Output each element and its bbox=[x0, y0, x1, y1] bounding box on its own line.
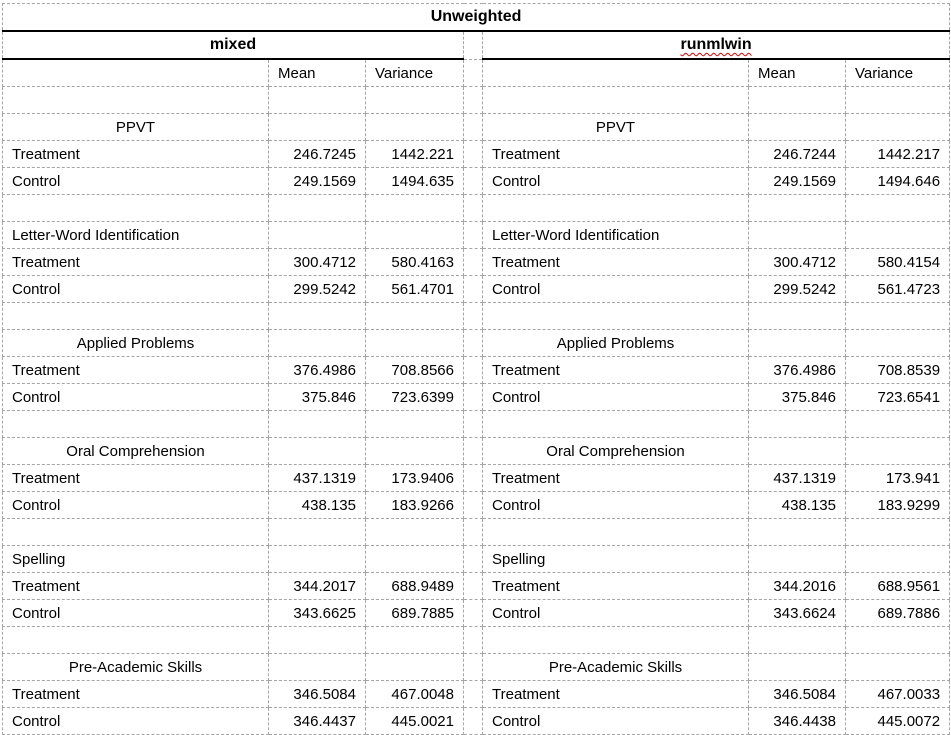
spacer-cell bbox=[464, 546, 483, 573]
empty-cell bbox=[269, 438, 366, 465]
table-row bbox=[3, 600, 950, 627]
empty-cell bbox=[846, 330, 950, 357]
empty-cell bbox=[749, 627, 846, 654]
empty-cell bbox=[269, 519, 366, 546]
empty-cell bbox=[366, 303, 464, 330]
empty-cell bbox=[749, 546, 846, 573]
empty-cell bbox=[366, 438, 464, 465]
empty-cell bbox=[846, 438, 950, 465]
misspelled-word: runmlwin bbox=[680, 36, 752, 53]
empty-cell bbox=[3, 303, 269, 330]
row-label: Treatment bbox=[483, 465, 749, 492]
empty-cell bbox=[749, 330, 846, 357]
empty-cell bbox=[269, 627, 366, 654]
spacer-cell bbox=[464, 357, 483, 384]
spacer-cell bbox=[464, 303, 483, 330]
variance-value: 1442.221 bbox=[366, 141, 464, 168]
mean-value: 346.5084 bbox=[269, 681, 366, 708]
variance-value: 173.9406 bbox=[366, 465, 464, 492]
empty-cell bbox=[483, 59, 749, 87]
empty-cell bbox=[749, 411, 846, 438]
spacer-cell bbox=[464, 249, 483, 276]
mean-value: 299.5242 bbox=[749, 276, 846, 303]
spacer-cell bbox=[464, 438, 483, 465]
variance-value: 580.4163 bbox=[366, 249, 464, 276]
empty-cell bbox=[846, 546, 950, 573]
empty-cell bbox=[366, 411, 464, 438]
empty-cell bbox=[846, 627, 950, 654]
spacer-cell bbox=[464, 573, 483, 600]
empty-cell bbox=[366, 222, 464, 249]
mean-value: 376.4986 bbox=[269, 357, 366, 384]
empty-cell bbox=[366, 87, 464, 114]
section-title: PPVT bbox=[3, 114, 269, 141]
empty-cell bbox=[846, 411, 950, 438]
empty-cell bbox=[366, 114, 464, 141]
variance-value: 723.6399 bbox=[366, 384, 464, 411]
mean-value: 346.5084 bbox=[749, 681, 846, 708]
section-title: Letter-Word Identification bbox=[3, 222, 269, 249]
table-row bbox=[3, 168, 950, 195]
variance-value: 723.6541 bbox=[846, 384, 950, 411]
variance-value: 689.7885 bbox=[366, 600, 464, 627]
table-row bbox=[3, 708, 950, 735]
empty-cell bbox=[749, 303, 846, 330]
variance-value: 467.0048 bbox=[366, 681, 464, 708]
empty-cell bbox=[749, 195, 846, 222]
spacer-cell bbox=[464, 222, 483, 249]
mean-value: 344.2017 bbox=[269, 573, 366, 600]
row-label: Control bbox=[483, 708, 749, 735]
table-row bbox=[3, 303, 950, 330]
section-title: Applied Problems bbox=[3, 330, 269, 357]
mean-value: 438.135 bbox=[749, 492, 846, 519]
empty-cell bbox=[483, 195, 749, 222]
row-label: Treatment bbox=[3, 573, 269, 600]
spacer-cell bbox=[464, 708, 483, 735]
mean-value: 343.6625 bbox=[269, 600, 366, 627]
empty-cell bbox=[749, 222, 846, 249]
spacer-cell bbox=[464, 492, 483, 519]
row-label: Control bbox=[3, 492, 269, 519]
mean-value: 246.7245 bbox=[269, 141, 366, 168]
empty-cell bbox=[3, 627, 269, 654]
mean-value: 438.135 bbox=[269, 492, 366, 519]
table-row bbox=[3, 357, 950, 384]
table-row bbox=[3, 411, 950, 438]
section-title: Spelling bbox=[483, 546, 749, 573]
mean-value: 300.4712 bbox=[269, 249, 366, 276]
row-label: Treatment bbox=[3, 465, 269, 492]
spacer-cell bbox=[464, 59, 483, 87]
section-title: PPVT bbox=[483, 114, 749, 141]
row-label: Treatment bbox=[483, 249, 749, 276]
empty-cell bbox=[3, 411, 269, 438]
mean-value: 437.1319 bbox=[269, 465, 366, 492]
mean-value: 346.4437 bbox=[269, 708, 366, 735]
variance-value: 580.4154 bbox=[846, 249, 950, 276]
empty-cell bbox=[269, 303, 366, 330]
mean-value: 246.7244 bbox=[749, 141, 846, 168]
variance-value: 1494.646 bbox=[846, 168, 950, 195]
row-label: Control bbox=[3, 600, 269, 627]
variance-value: 689.7886 bbox=[846, 600, 950, 627]
empty-cell bbox=[269, 195, 366, 222]
table-row bbox=[3, 546, 950, 573]
empty-cell bbox=[269, 330, 366, 357]
spacer-cell bbox=[464, 384, 483, 411]
empty-cell bbox=[366, 519, 464, 546]
spacer-cell bbox=[464, 114, 483, 141]
mean-value: 437.1319 bbox=[749, 465, 846, 492]
empty-cell bbox=[269, 114, 366, 141]
empty-cell bbox=[366, 654, 464, 681]
panel-mixed-header: mixed bbox=[3, 31, 464, 59]
row-label: Treatment bbox=[483, 573, 749, 600]
spacer-cell bbox=[464, 627, 483, 654]
empty-cell bbox=[749, 87, 846, 114]
empty-cell bbox=[366, 330, 464, 357]
row-label: Control bbox=[3, 168, 269, 195]
empty-cell bbox=[483, 303, 749, 330]
table-row bbox=[3, 438, 950, 465]
empty-cell bbox=[749, 114, 846, 141]
spacer-cell bbox=[464, 654, 483, 681]
empty-cell bbox=[269, 222, 366, 249]
spacer-cell bbox=[464, 411, 483, 438]
table-row bbox=[3, 654, 950, 681]
empty-cell bbox=[269, 411, 366, 438]
empty-cell bbox=[269, 654, 366, 681]
empty-cell bbox=[483, 627, 749, 654]
section-title: Pre-Academic Skills bbox=[3, 654, 269, 681]
row-label: Treatment bbox=[483, 141, 749, 168]
empty-cell bbox=[269, 87, 366, 114]
variance-value: 688.9561 bbox=[846, 573, 950, 600]
mean-column-header-right: Mean bbox=[749, 59, 846, 87]
spacer-cell bbox=[464, 87, 483, 114]
row-label: Treatment bbox=[483, 357, 749, 384]
table-row bbox=[3, 249, 950, 276]
table-row bbox=[3, 492, 950, 519]
spacer-cell bbox=[464, 519, 483, 546]
mean-column-header-left: Mean bbox=[269, 59, 366, 87]
section-title: Oral Comprehension bbox=[483, 438, 749, 465]
empty-cell bbox=[749, 438, 846, 465]
variance-column-header-left: Variance bbox=[366, 59, 464, 87]
table-row bbox=[3, 141, 950, 168]
row-label: Control bbox=[483, 600, 749, 627]
row-label: Control bbox=[3, 384, 269, 411]
table-row bbox=[3, 87, 950, 114]
spacer-cell bbox=[464, 330, 483, 357]
variance-value: 561.4723 bbox=[846, 276, 950, 303]
mean-value: 299.5242 bbox=[269, 276, 366, 303]
table-row bbox=[3, 276, 950, 303]
variance-value: 173.941 bbox=[846, 465, 950, 492]
empty-cell bbox=[366, 195, 464, 222]
table-row bbox=[3, 330, 950, 357]
table-row bbox=[3, 59, 950, 87]
empty-cell bbox=[846, 114, 950, 141]
row-label: Control bbox=[483, 276, 749, 303]
row-label: Control bbox=[483, 168, 749, 195]
empty-cell bbox=[846, 195, 950, 222]
mean-value: 249.1569 bbox=[269, 168, 366, 195]
empty-cell bbox=[3, 59, 269, 87]
table-row bbox=[3, 627, 950, 654]
row-label: Treatment bbox=[3, 249, 269, 276]
table-row bbox=[3, 195, 950, 222]
mean-value: 249.1569 bbox=[749, 168, 846, 195]
row-label: Control bbox=[3, 276, 269, 303]
table-row bbox=[3, 31, 950, 59]
variance-value: 445.0072 bbox=[846, 708, 950, 735]
variance-value: 445.0021 bbox=[366, 708, 464, 735]
table-title: Unweighted bbox=[3, 4, 950, 32]
variance-value: 688.9489 bbox=[366, 573, 464, 600]
spacer-cell bbox=[464, 195, 483, 222]
row-label: Treatment bbox=[3, 357, 269, 384]
mean-value: 346.4438 bbox=[749, 708, 846, 735]
row-label: Treatment bbox=[3, 141, 269, 168]
section-title: Spelling bbox=[3, 546, 269, 573]
variance-value: 183.9299 bbox=[846, 492, 950, 519]
empty-cell bbox=[3, 87, 269, 114]
table-row bbox=[3, 4, 950, 32]
row-label: Control bbox=[483, 384, 749, 411]
row-label: Treatment bbox=[3, 681, 269, 708]
variance-column-header-right: Variance bbox=[846, 59, 950, 87]
section-title: Pre-Academic Skills bbox=[483, 654, 749, 681]
variance-value: 1494.635 bbox=[366, 168, 464, 195]
table-row bbox=[3, 519, 950, 546]
empty-cell bbox=[846, 303, 950, 330]
section-title: Letter-Word Identification bbox=[483, 222, 749, 249]
mean-value: 300.4712 bbox=[749, 249, 846, 276]
empty-cell bbox=[483, 519, 749, 546]
mean-value: 344.2016 bbox=[749, 573, 846, 600]
table-row bbox=[3, 465, 950, 492]
empty-cell bbox=[846, 87, 950, 114]
empty-cell bbox=[846, 222, 950, 249]
variance-value: 708.8539 bbox=[846, 357, 950, 384]
empty-cell bbox=[483, 87, 749, 114]
table-row bbox=[3, 573, 950, 600]
row-label: Control bbox=[483, 492, 749, 519]
table-row bbox=[3, 114, 950, 141]
spacer-cell bbox=[464, 276, 483, 303]
spacer-cell bbox=[464, 141, 483, 168]
spacer-cell bbox=[464, 600, 483, 627]
variance-value: 561.4701 bbox=[366, 276, 464, 303]
table-row bbox=[3, 222, 950, 249]
empty-cell bbox=[749, 519, 846, 546]
comparison-table bbox=[2, 3, 950, 735]
panel-runmlwin-header bbox=[483, 31, 950, 59]
empty-cell bbox=[269, 546, 366, 573]
section-title: Applied Problems bbox=[483, 330, 749, 357]
variance-value: 467.0033 bbox=[846, 681, 950, 708]
spacer-cell bbox=[464, 168, 483, 195]
variance-value: 1442.217 bbox=[846, 141, 950, 168]
mean-value: 343.6624 bbox=[749, 600, 846, 627]
variance-value: 183.9266 bbox=[366, 492, 464, 519]
empty-cell bbox=[846, 519, 950, 546]
table-row bbox=[3, 384, 950, 411]
empty-cell bbox=[3, 519, 269, 546]
mean-value: 375.846 bbox=[269, 384, 366, 411]
row-label: Treatment bbox=[483, 681, 749, 708]
empty-cell bbox=[846, 654, 950, 681]
empty-cell bbox=[366, 627, 464, 654]
empty-cell bbox=[3, 195, 269, 222]
spacer-cell bbox=[464, 465, 483, 492]
empty-cell bbox=[366, 546, 464, 573]
variance-value: 708.8566 bbox=[366, 357, 464, 384]
empty-cell bbox=[483, 411, 749, 438]
spacer-cell bbox=[464, 681, 483, 708]
row-label: Control bbox=[3, 708, 269, 735]
table-row bbox=[3, 681, 950, 708]
mean-value: 375.846 bbox=[749, 384, 846, 411]
section-title: Oral Comprehension bbox=[3, 438, 269, 465]
empty-cell bbox=[749, 654, 846, 681]
spacer-cell bbox=[464, 31, 483, 59]
mean-value: 376.4986 bbox=[749, 357, 846, 384]
